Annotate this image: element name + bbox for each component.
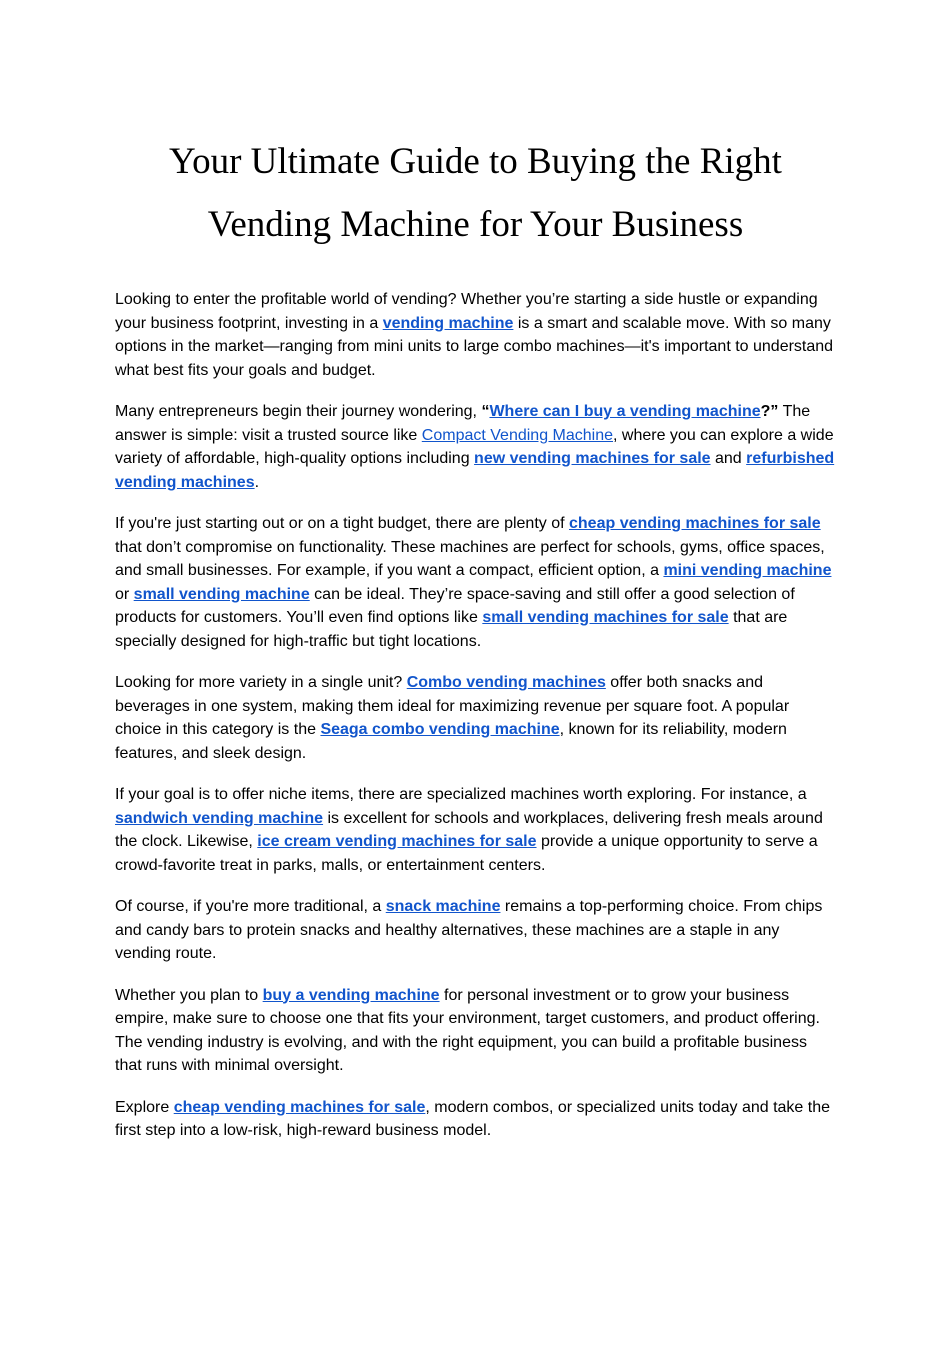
paragraph-5 (115, 783, 836, 877)
paragraph-6 (115, 895, 836, 966)
text-run: , modern combos, or specialized units today and take the first step into a low-risk, high-reward business model. (115, 1098, 831, 1139)
inline-link[interactable]: cheap vending machines for sale (173, 1098, 426, 1116)
text-run: for personal investment or to grow your business empire, make sure to choose one that fits your environment, target customers, and product offering. The vending industry is evolving, and with the right equipment, you can build a profitable business that runs with minimal oversight. (115, 986, 820, 1074)
text-run: ?” (760, 403, 779, 420)
inline-link[interactable]: cheap vending machines for sale (569, 515, 821, 532)
text-run: Looking to enter the profitable world of vending? Whether you’re starting a side hustle or expanding your business footprint, investing in a (115, 291, 818, 332)
paragraph-2 (115, 400, 836, 494)
text-run: offer both snacks and beverages in one system, making them ideal for maximizing revenue per square foot. A popular choice in this category is the (115, 674, 790, 738)
text-run: If your goal is to offer niche items, there are specialized machines worth exploring. For instance, a (115, 786, 807, 803)
text-run: , where you can explore a wide variety of affordable, high-quality options including (115, 426, 834, 467)
text-run: “ (481, 403, 490, 420)
text-run: Many entrepreneurs begin their journey wondering, (115, 403, 482, 420)
text-run: that don’t compromise on functionality. These machines are perfect for schools, gyms, office spaces, and small businesses. For example, if you want a compact, efficient option, a (115, 538, 825, 579)
inline-link[interactable]: Where can I buy a vending machine (489, 403, 761, 420)
paragraph-3 (115, 512, 836, 653)
text-run: Whether you plan to (115, 986, 263, 1004)
text-run: If you're just starting out or on a tight budget, there are plenty of (115, 515, 569, 532)
text-run: or (115, 585, 134, 603)
text-run: is a smart and scalable move. With so many options in the market—ranging from mini units to large combo machines—it's important to understand what best fits your goals and budget. (115, 314, 834, 379)
text-run: . (254, 473, 260, 491)
inline-link[interactable]: new vending machines for sale (474, 450, 711, 467)
inline-link[interactable]: sandwich vending machine (115, 809, 324, 827)
document-title (115, 130, 836, 256)
article-body (115, 288, 836, 1143)
inline-link[interactable]: ice cream vending machines for sale (257, 833, 537, 850)
text-run: Of course, if you're more traditional, a (115, 898, 386, 915)
inline-link[interactable]: small vending machines for sale (482, 609, 729, 626)
text-run: Explore (115, 1098, 174, 1116)
text-run: that are specially designed for high-traffic but tight locations. (115, 609, 788, 650)
inline-link[interactable]: Compact Vending Machine (421, 426, 614, 444)
text-run: Looking for more variety in a single unit? (115, 674, 407, 691)
text-run: The answer is simple: visit a trusted source like (115, 403, 811, 444)
inline-link[interactable]: refurbished vending machines (115, 450, 835, 491)
document-title-line-2: Vending Machine for Your Business (207, 204, 744, 245)
text-run: can be ideal. They’re space-saving and still offer a good selection of products for customers. You’ll even find options like (115, 585, 795, 626)
text-run: provide a unique opportunity to serve a crowd-favorite treat in parks, malls, or entertainment centers. (115, 833, 818, 874)
text-run: , known for its reliability, modern features, and sleek design. (115, 721, 787, 762)
paragraph-7 (115, 984, 836, 1078)
inline-link[interactable]: mini vending machine (663, 562, 832, 579)
text-run: is excellent for schools and workplaces, delivering fresh meals around the clock. Likewise, (115, 809, 823, 850)
inline-link[interactable]: buy a vending machine (262, 986, 440, 1004)
paragraph-8 (115, 1096, 836, 1143)
inline-link[interactable]: vending machine (382, 314, 514, 332)
inline-link[interactable]: Seaga combo vending machine (320, 721, 560, 738)
text-run: remains a top-performing choice. From chips and candy bars to protein snacks and healthy alternatives, these machines are a staple in any vending route. (115, 898, 823, 962)
inline-link[interactable]: small vending machine (133, 585, 310, 603)
paragraph-1 (115, 288, 836, 382)
text-run: and (710, 450, 747, 467)
inline-link[interactable]: Combo vending machines (406, 674, 606, 691)
document-title-line-1: Your Ultimate Guide to Buying the Right (169, 141, 782, 182)
paragraph-4 (115, 671, 836, 765)
inline-link[interactable]: snack machine (385, 898, 501, 915)
